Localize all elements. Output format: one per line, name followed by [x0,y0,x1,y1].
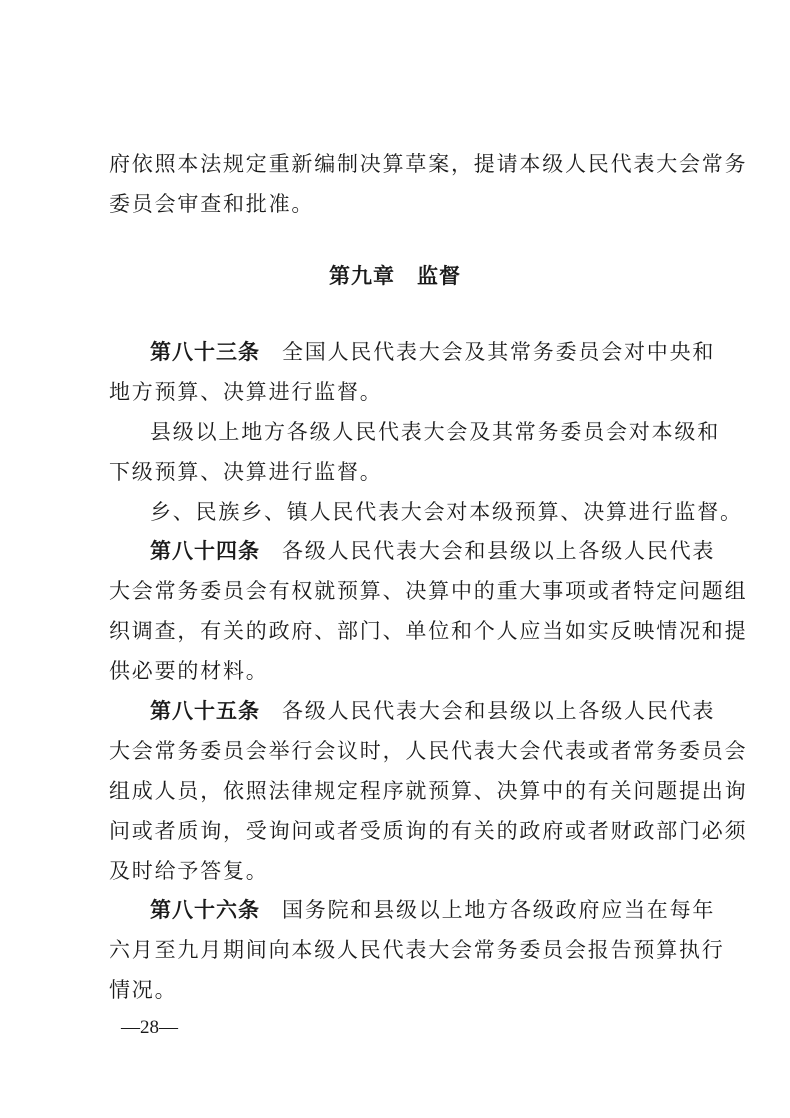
body-text-line: 织调查，有关的政府、部门、单位和个人应当如实反映情况和提 [109,619,748,643]
article-86-line [150,896,716,924]
body-text-line: 及时给予答复。 [109,859,269,883]
article-84-line [150,537,716,565]
page-number: —28— [121,1017,178,1038]
chapter-number: 第九章 [329,264,395,288]
body-text-line: 委员会审查和批准。 [109,192,315,216]
body-text-line: 六月至九月期间向本级人民代表大会常务委员会报告预算执行 [109,938,725,962]
body-text-line: 大会常务委员会有权就预算、决算中的重大事项或者特定问题组 [109,579,748,603]
body-text-line: 组成人员，依照法律规定程序就预算、决算中的有关问题提出询 [109,779,748,803]
body-text-line: 地方预算、决算进行监督。 [109,380,383,404]
article-label: 第八十四条 [150,539,260,563]
article-85-line [150,697,716,725]
body-text-line: 供必要的材料。 [109,659,269,683]
body-text-line: 大会常务委员会举行会议时，人民代表大会代表或者常务委员会 [109,739,748,763]
article-text: 国务院和县级以上地方各级政府应当在每年 [282,898,716,922]
body-text-line: 乡、民族乡、镇人民代表大会对本级预算、决算进行监督。 [150,500,743,524]
body-text-line: 情况。 [109,978,178,1002]
article-label: 第八十六条 [150,898,260,922]
article-text: 各级人民代表大会和县级以上各级人民代表 [282,539,716,563]
body-text-line: 县级以上地方各级人民代表大会及其常务委员会对本级和 [150,420,720,444]
article-label: 第八十五条 [150,699,260,723]
article-label: 第八十三条 [150,340,260,364]
article-83-line [150,338,716,366]
body-text-line: 下级预算、决算进行监督。 [109,460,383,484]
article-text: 全国人民代表大会及其常务委员会对中央和 [282,340,716,364]
chapter-title: 监督 [417,264,461,288]
body-text-line: 问或者质询，受询问或者受质询的有关的政府或者财政部门必须 [109,819,748,843]
chapter-heading [0,262,790,290]
article-text: 各级人民代表大会和县级以上各级人民代表 [282,699,716,723]
body-text-line: 府依照本法规定重新编制决算草案，提请本级人民代表大会常务 [109,152,748,176]
